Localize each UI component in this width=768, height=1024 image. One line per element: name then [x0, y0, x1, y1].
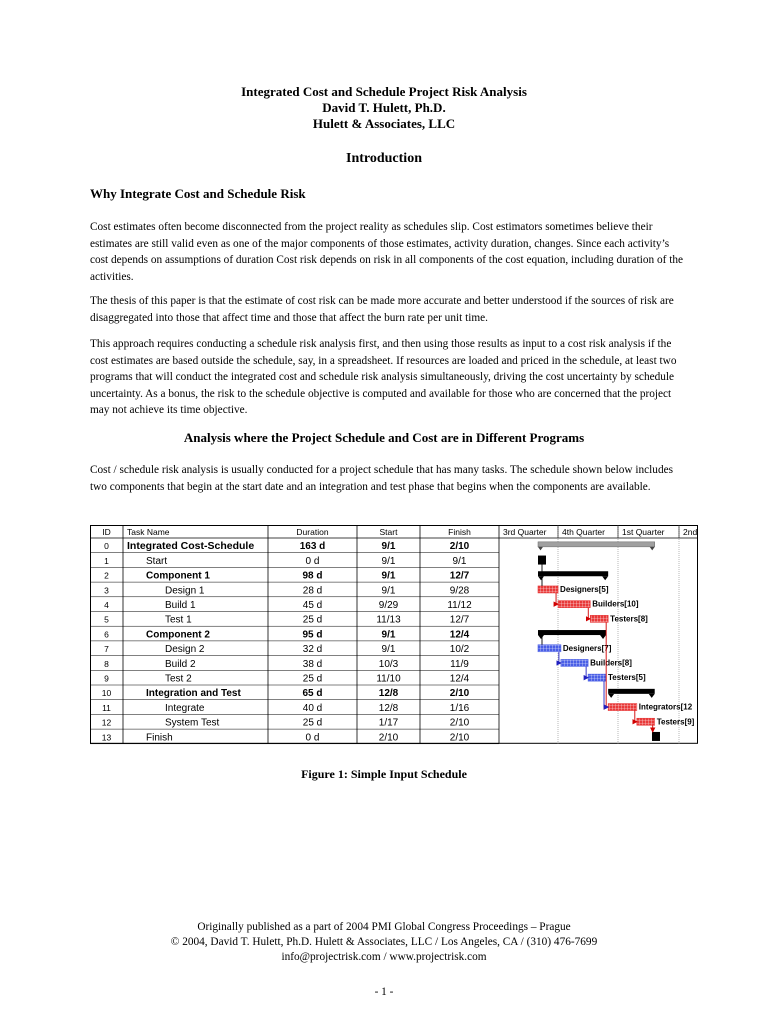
cell-duration: 40 d [302, 702, 323, 714]
resource-label: Builders[8] [590, 658, 632, 668]
cell-id: 6 [104, 629, 109, 640]
cell-task-name: Integrate [165, 702, 205, 714]
milestone-marker [652, 732, 660, 741]
cell-start: 11/10 [376, 673, 401, 685]
column-header: ID [102, 527, 111, 537]
cell-start: 9/1 [381, 570, 396, 582]
cell-finish: 12/4 [449, 629, 470, 641]
cell-finish: 12/4 [449, 673, 470, 685]
resource-label: Builders[10] [592, 599, 639, 609]
cell-start: 9/1 [381, 629, 396, 641]
cell-id: 8 [104, 658, 109, 669]
footer-copyright: © 2004, David T. Hulett, Ph.D. Hulett & Associates, LLC / Los Angeles, CA / (310) 476-7699 [170, 936, 598, 948]
cell-id: 7 [104, 644, 109, 655]
paragraph-2: The thesis of this paper is that the estimate of cost risk can be made more accurate and better understood if the sources of risk are disaggregated into those that affect time and those that affect the burn rate per unit time. [90, 295, 674, 324]
cell-duration: 65 d [302, 688, 323, 700]
cell-id: 10 [101, 688, 112, 699]
task-bar [608, 704, 637, 711]
task-bar [538, 645, 561, 652]
timeline-header: 3rd Quarter [503, 527, 547, 537]
section-introduction: Introduction [346, 151, 422, 166]
paragraph-1: Cost estimates often become disconnected from the project reality as schedules slip. Cost estimators sometimes believe their estimates are still valid even as one of the major components of those estimates, activity duration, changes. Since each activity’s cost depends on assumptions of duration Cost risk depends on risk in all components of the cost equation, including duration of the activities. [90, 221, 683, 283]
cell-task-name: Design 2 [165, 644, 205, 656]
cell-finish: 9/28 [449, 585, 470, 597]
resource-label: Testers[8] [610, 614, 648, 624]
cell-task-name: System Test [165, 717, 220, 729]
section-analysis: Analysis where the Project Schedule and Cost are in Different Programs [183, 430, 585, 445]
doc-author: David T. Hulett, Ph.D. [322, 100, 446, 115]
timeline-header: 4th Quarter [562, 527, 605, 537]
cell-start: 10/3 [378, 658, 399, 670]
gantt-chart [90, 525, 698, 747]
cell-start: 9/29 [378, 600, 399, 611]
cell-duration: 45 d [302, 600, 323, 611]
task-bar [588, 674, 606, 681]
cell-start: 9/1 [381, 541, 396, 553]
task-bar [590, 615, 608, 622]
summary-bar [538, 571, 608, 576]
cell-task-name: Integration and Test [146, 688, 241, 700]
cell-task-name: Test 1 [165, 614, 192, 626]
cell-task-name: Start [146, 555, 168, 567]
cell-start: 9/1 [381, 585, 396, 597]
cell-finish: 11/9 [450, 658, 469, 670]
cell-finish: 1/16 [449, 702, 470, 714]
cell-start: 12/8 [378, 688, 399, 700]
subsection-why: Why Integrate Cost and Schedule Risk [90, 186, 306, 201]
cell-id: 9 [104, 673, 109, 684]
cell-task-name: Design 1 [165, 585, 205, 597]
cell-finish: 9/1 [452, 555, 467, 567]
summary-bar [538, 630, 606, 635]
cell-duration: 25 d [302, 673, 323, 685]
cell-task-name: Component 1 [146, 570, 210, 582]
cell-duration: 32 d [302, 644, 323, 656]
footer-contact: info@projectrisk.com / www.projectrisk.com [281, 951, 487, 963]
summary-bar [608, 689, 655, 694]
footer-published: Originally published as a part of 2004 PMI Global Congress Proceedings – Prague [197, 921, 571, 933]
cell-duration: 25 d [302, 717, 323, 729]
cell-id: 12 [101, 717, 112, 728]
cell-task-name: Finish [146, 732, 173, 744]
cell-duration: 25 d [302, 614, 323, 626]
cell-finish: 12/7 [449, 614, 470, 626]
cell-id: 4 [104, 600, 109, 610]
milestone-marker [538, 556, 546, 565]
doc-company: Hulett & Associates, LLC [312, 116, 456, 131]
cell-duration: 28 d [302, 585, 323, 597]
cell-start: 1/17 [378, 717, 399, 729]
resource-label: Testers[5] [608, 673, 646, 683]
cell-id: 11 [102, 702, 111, 713]
column-header: Duration [296, 527, 329, 537]
cell-id: 0 [104, 541, 109, 552]
task-bar [637, 718, 655, 725]
cell-start: 11/13 [376, 614, 401, 626]
task-bar [561, 659, 588, 666]
resource-label: Designers[5] [560, 584, 609, 594]
column-header: Finish [448, 527, 471, 537]
column-header: Task Name [127, 527, 170, 537]
cell-duration: 98 d [302, 570, 323, 582]
cell-duration: 95 d [302, 629, 323, 641]
doc-title: Integrated Cost and Schedule Project Risk Analysis [241, 84, 527, 99]
cell-duration: 163 d [299, 541, 326, 553]
project-summary-bar [538, 542, 655, 547]
cell-finish: 11/12 [447, 600, 472, 611]
page-number: - 1 - [374, 986, 394, 998]
cell-task-name: Test 2 [165, 673, 192, 685]
cell-start: 2/10 [378, 732, 399, 744]
cell-task-name: Build 1 [165, 600, 196, 611]
timeline-header: 2nd [683, 527, 698, 537]
resource-label: Designers[7] [562, 643, 612, 653]
cell-id: 3 [104, 585, 109, 596]
resource-label: Integrators[12 [638, 702, 693, 712]
cell-start: 12/8 [378, 702, 399, 714]
paragraph-3: This approach requires conducting a schedule risk analysis first, and then using those results as input to a cost risk analysis if the cost estimates are based outside the schedule, say, in a spreadsheet. If resources are loaded and priced in the schedule, at least two programs that will conduct the integrated cost and schedule risk analysis simultaneously, driving the cost uncertainty by schedule uncertainty. As a bonus, the risk to the schedule objective is computed and available for those who are concerned that the project may not achieve its time objective. [90, 338, 677, 416]
cell-id: 5 [104, 614, 109, 625]
cell-duration: 38 d [302, 658, 323, 670]
paragraph-analysis: Cost / schedule risk analysis is usually conducted for a project schedule that has many tasks. The schedule shown below includes two components that begin at the start date and an integration and test phase that begins when the components are available. [90, 464, 674, 493]
cell-id: 13 [101, 732, 112, 743]
cell-duration: 0 d [305, 555, 320, 567]
cell-start: 9/1 [381, 555, 396, 567]
cell-task-name: Build 2 [165, 658, 196, 670]
figure-caption: Figure 1: Simple Input Schedule [301, 767, 467, 781]
cell-finish: 12/7 [449, 570, 470, 582]
cell-finish: 2/10 [449, 688, 470, 700]
cell-finish: 10/2 [449, 644, 470, 656]
cell-task-name: Integrated Cost-Schedule [127, 540, 255, 553]
timeline-header: 1st Quarter [622, 527, 665, 537]
cell-id: 1 [104, 555, 109, 566]
cell-id: 2 [104, 570, 109, 581]
column-header: Start [379, 527, 398, 537]
cell-duration: 0 d [305, 732, 320, 744]
cell-finish: 2/10 [449, 541, 470, 553]
task-bar [538, 586, 558, 593]
cell-start: 9/1 [381, 644, 396, 656]
resource-label: Testers[9] [656, 717, 695, 727]
cell-finish: 2/10 [449, 717, 470, 729]
task-bar [558, 601, 590, 608]
cell-task-name: Component 2 [146, 629, 210, 641]
cell-finish: 2/10 [449, 732, 470, 744]
